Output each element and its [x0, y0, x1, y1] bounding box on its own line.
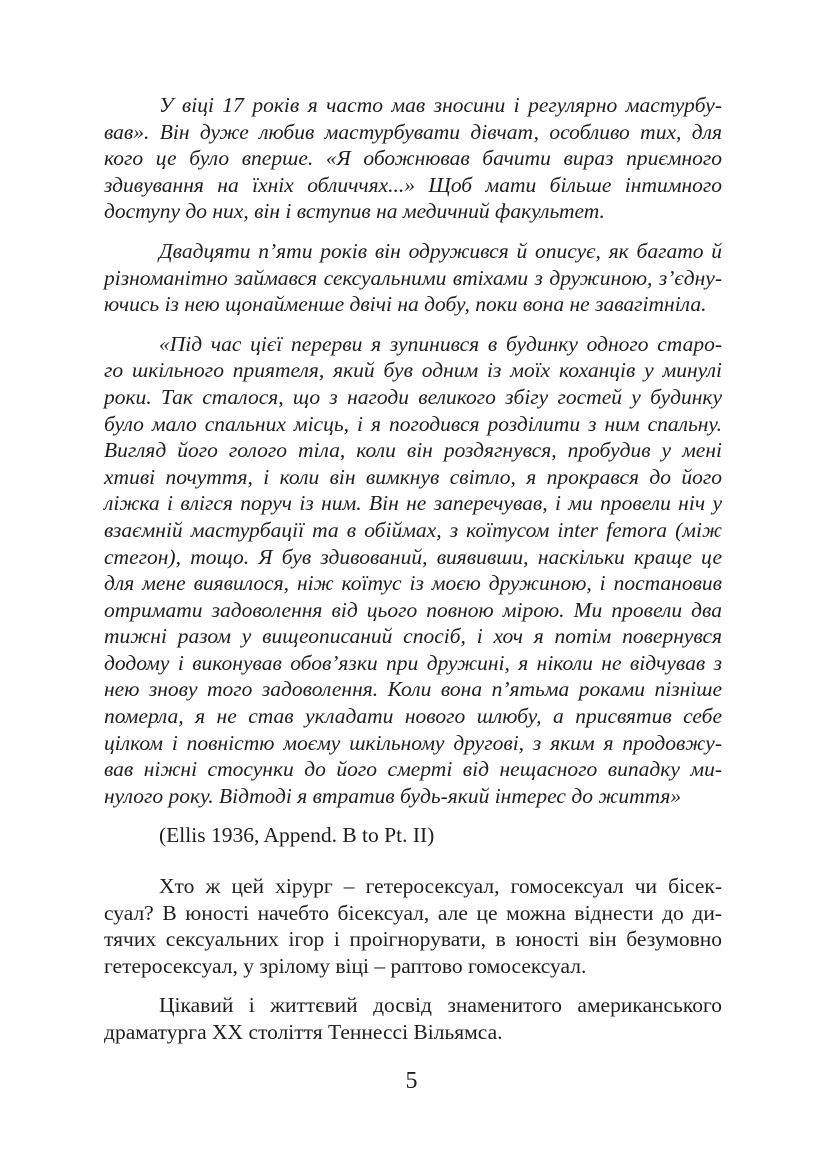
text-line: гетеросексуал, у зрілому віці – раптово гомосексуал.	[104, 953, 587, 978]
text-line: нулого року. Відтоді я втратив будь-який інтерес до життя»	[104, 783, 682, 808]
text-line: кого це було вперше. «Я обожнював бачити вираз приємного	[104, 146, 722, 171]
text-line: Хто ж цей хірург – гетеросексуал, гомосексуал чи бісек-	[159, 874, 722, 899]
paragraph-2	[104, 238, 722, 318]
text-line: різноманітно займався сексуальними втіхами з дружиною, з’єдну-	[104, 265, 722, 290]
text-line: здивування на їхніх обличчях...» Щоб мати більше інтимного	[104, 172, 722, 197]
text-line: вав ніжні стосунки до його смерті від нещасного випадку ми-	[104, 757, 722, 782]
text-line: тячих сексуальних ігор і проігнорувати, в юності він безумовно	[104, 927, 722, 952]
text-line: стегон), тощо. Я був здивований, виявивши, наскільки краще це	[104, 544, 722, 569]
paragraph-1	[104, 92, 722, 225]
paragraph-5	[104, 992, 722, 1045]
text-line: померла, я не став укладати нового шлюбу, а присвятив себе	[104, 704, 722, 729]
text-line: Двадцяти п’яти років він одружився й описує, як багато й	[159, 238, 722, 263]
text-line: вав». Він дуже любив мастурбувати дівчат, особливо тих, для	[104, 119, 722, 144]
text-line: ліжка і влігся поруч із ним. Він не заперечував, і ми провели ніч у	[104, 491, 722, 516]
text-line: було мало спальних місць, і я погодився розділити з ним спальну.	[104, 411, 722, 436]
text-line: додому і виконував обов’язки при дружині, я ніколи не відчував з	[104, 650, 722, 675]
text-line: тижні разом у вищеописаний спосіб, і хоч я потім повернувся	[104, 624, 722, 649]
text-line: «Під час цієї перерви я зупинився в будинку одного старо-	[159, 331, 722, 356]
text-line: отримати задоволення від цього повною мірою. Ми провели два	[104, 597, 722, 622]
page-number: 5	[405, 1068, 418, 1094]
text-line: Цікавий і життєвий досвід знаменитого американського	[159, 993, 722, 1018]
text-line: У віці 17 років я часто мав зносини і регулярно мастурбу-	[159, 93, 722, 117]
citation: (Ellis 1936, Append. B to Pt. II)	[159, 823, 435, 848]
text-line: нею знову того задоволення. Коли вона п’ятьма роками пізніше	[104, 677, 722, 702]
text-line: доступу до них, він і вступив на медичний факультет.	[104, 199, 605, 224]
paragraph-4	[104, 873, 722, 979]
text-line: Вигляд його голого тіла, коли він роздягнувся, пробудив у мені	[104, 438, 722, 463]
text-line: суал? В юності начебто бісексуал, але це можна віднести до ди-	[104, 900, 722, 925]
text-line: взаємній мастурбації та в обіймах, з коїтусом inter femora (між	[104, 517, 722, 542]
text-line: драматурга XX століття Теннессі Вільямса.	[104, 1020, 503, 1044]
text-line: для мене виявилося, ніж коїтус із моєю дружиною, і постановив	[104, 571, 722, 596]
text-line: ючись із нею щонайменше двічі на добу, поки вона не завагітніла.	[104, 292, 707, 317]
page-body	[104, 92, 722, 1059]
paragraph-3-quote	[104, 331, 722, 810]
text-line: роки. Так сталося, що з нагоди великого збігу гостей у будинку	[104, 384, 722, 409]
text-line: цілком і повністю моєму шкільному другові, з яким я продовжу-	[104, 730, 722, 755]
text-line: го шкільного приятеля, який був одним із моїх коханців у минулі	[104, 358, 722, 383]
text-line: хтиві почуття, і коли він вимкнув світло, я прокрався до його	[104, 464, 722, 489]
